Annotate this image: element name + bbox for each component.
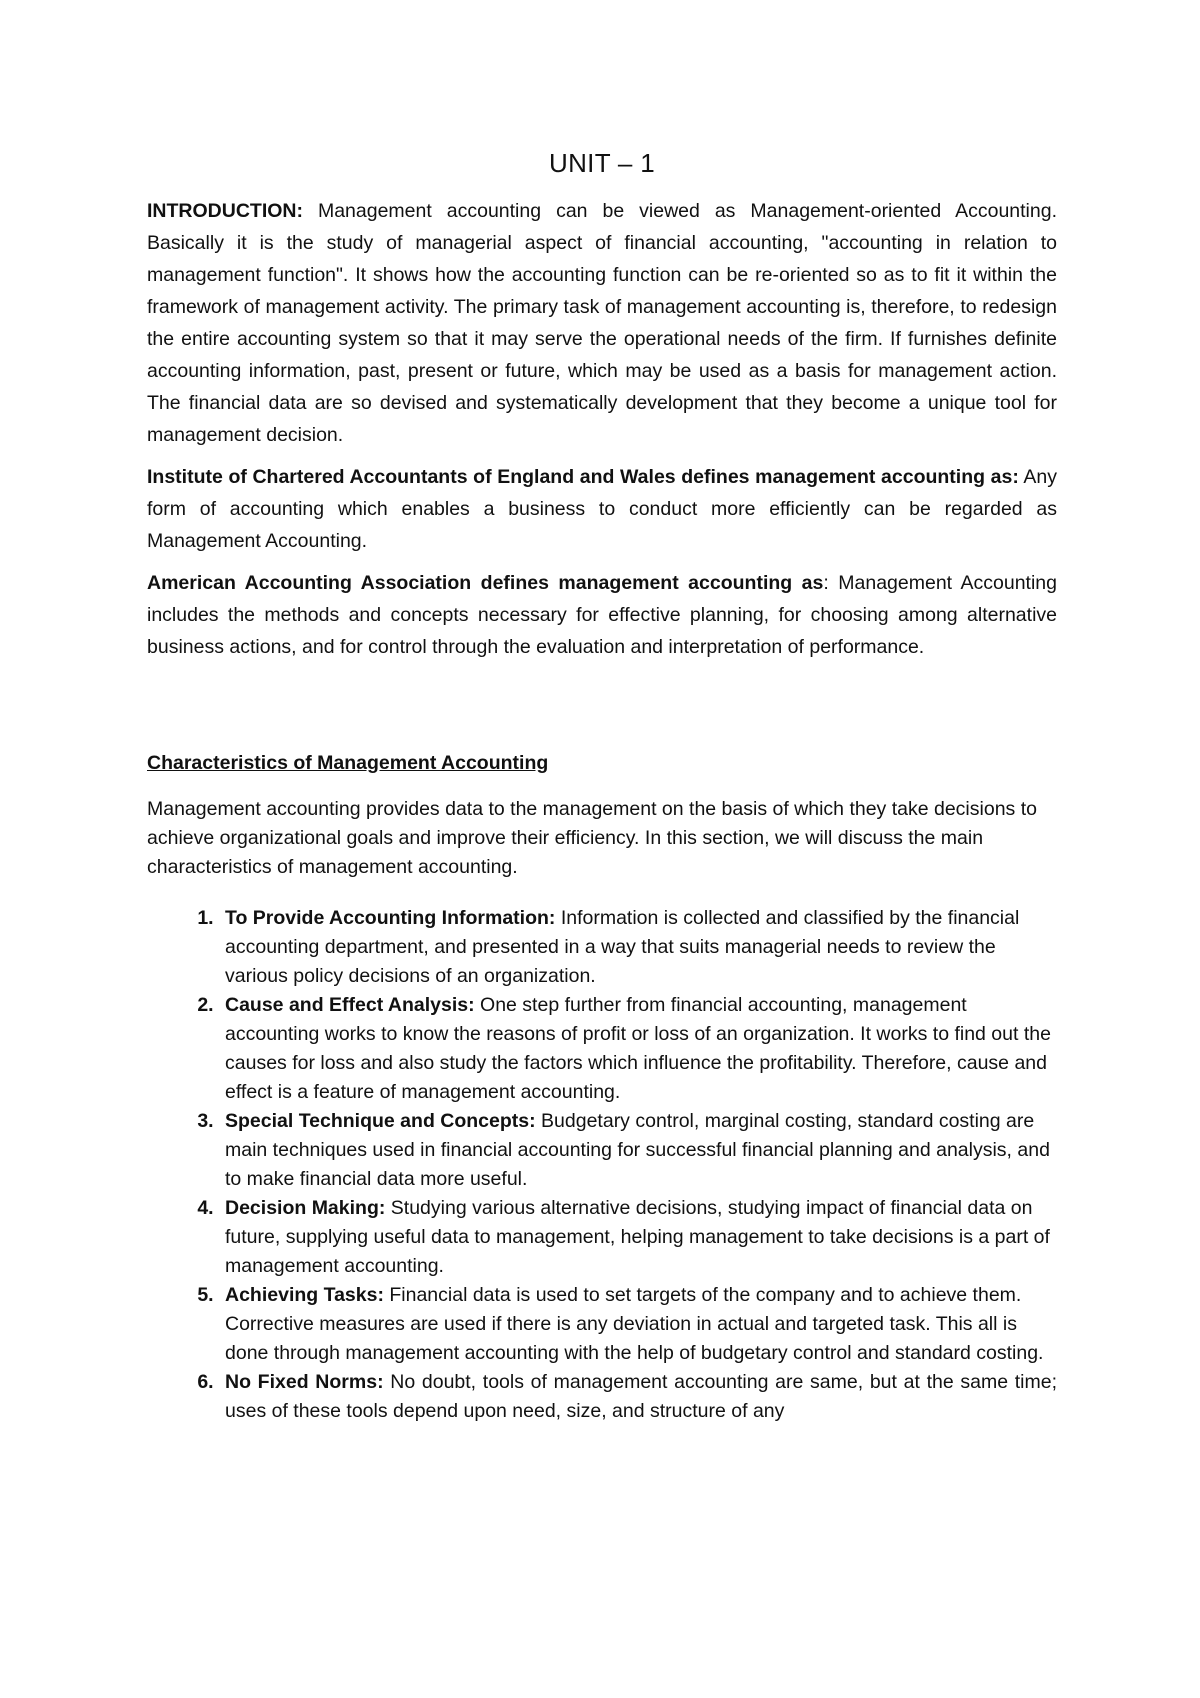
introduction-label: INTRODUCTION: bbox=[147, 200, 303, 222]
list-item-text: Studying various alternative decisions, studying impact of financial data on future, supplying useful data to management, helping management to take decisions is a part of management accounting. bbox=[225, 1197, 1050, 1277]
list-item-text: Information is collected and classified by the financial accounting department, and presented in a way that suits managerial needs to review the various policy decisions of an organization. bbox=[225, 907, 1020, 987]
list-item-text: Budgetary control, marginal costing, standard costing are main techniques used in financial accounting for successful financial planning and analysis, and to make financial data more useful. bbox=[225, 1110, 1050, 1190]
list-item bbox=[219, 1194, 1057, 1281]
list-item bbox=[219, 1368, 1057, 1426]
aaa-definition-paragraph bbox=[147, 567, 1057, 663]
list-item bbox=[219, 991, 1057, 1107]
list-item-label: Achieving Tasks: bbox=[225, 1284, 384, 1306]
icaew-definition-label: Institute of Chartered Accountants of England and Wales defines management accounting as: bbox=[147, 466, 1019, 488]
introduction-paragraph bbox=[147, 195, 1057, 451]
characteristics-heading: Characteristics of Management Accounting bbox=[147, 752, 549, 774]
list-item-label: Special Technique and Concepts: bbox=[225, 1110, 536, 1132]
list-item bbox=[219, 904, 1057, 991]
introduction-text: Management accounting can be viewed as Management-oriented Accounting. Basically it is the study of managerial aspect of financial accounting, "accounting in relation to management function". It shows how the accounting function can be re-oriented so as to fit it within the framework of management activity. The primary task of management accounting is, therefore, to redesign the entire accounting system so that it may serve the operational needs of the firm. If furnishes definite accounting information, past, present or future, which may be used as a basis for management action. The financial data are so devised and systematically development that they become a unique tool for management decision. bbox=[147, 200, 1057, 446]
aaa-definition-label: American Accounting Association defines management accounting as bbox=[147, 572, 824, 594]
list-item-text: No doubt, tools of management accounting are same, but at the same time; uses of these tools depend upon need, size, and structure of any bbox=[225, 1371, 1057, 1422]
list-item-text: One step further from financial accounting, management accounting works to know the reasons of profit or loss of an organization. It works to find out the causes for loss and also study the factors which influence the profitability. Therefore, cause and effect is a feature of management accounting. bbox=[225, 994, 1051, 1103]
list-item-label: Cause and Effect Analysis: bbox=[225, 994, 475, 1016]
list-item bbox=[219, 1281, 1057, 1368]
list-item-label: Decision Making: bbox=[225, 1197, 386, 1219]
icaew-definition-paragraph bbox=[147, 461, 1057, 557]
list-item bbox=[219, 1107, 1057, 1194]
list-item-label: To Provide Accounting Information: bbox=[225, 907, 556, 929]
document-page bbox=[147, 148, 1057, 1648]
list-item-text: Financial data is used to set targets of the company and to achieve them. Corrective measures are used if there is any deviation in actual and targeted task. This all is done through management accounting with the help of budgetary control and standard costing. bbox=[225, 1284, 1044, 1364]
list-item-label: No Fixed Norms: bbox=[225, 1371, 384, 1393]
characteristics-list bbox=[147, 904, 1057, 1426]
page-title: UNIT – 1 bbox=[549, 148, 655, 178]
icaew-definition-text: Any form of accounting which enables a business to conduct more efficiently can be regarded as Management Accounting. bbox=[147, 466, 1057, 552]
aaa-definition-text: : Management Accounting includes the methods and concepts necessary for effective planning, for choosing among alternative business actions, and for control through the evaluation and interpretation of performance. bbox=[147, 572, 1057, 658]
characteristics-intro: Management accounting provides data to the management on the basis of which they take decisions to achieve organizational goals and improve their efficiency. In this section, we will discuss the main characteristics of management accounting. bbox=[147, 798, 1037, 878]
